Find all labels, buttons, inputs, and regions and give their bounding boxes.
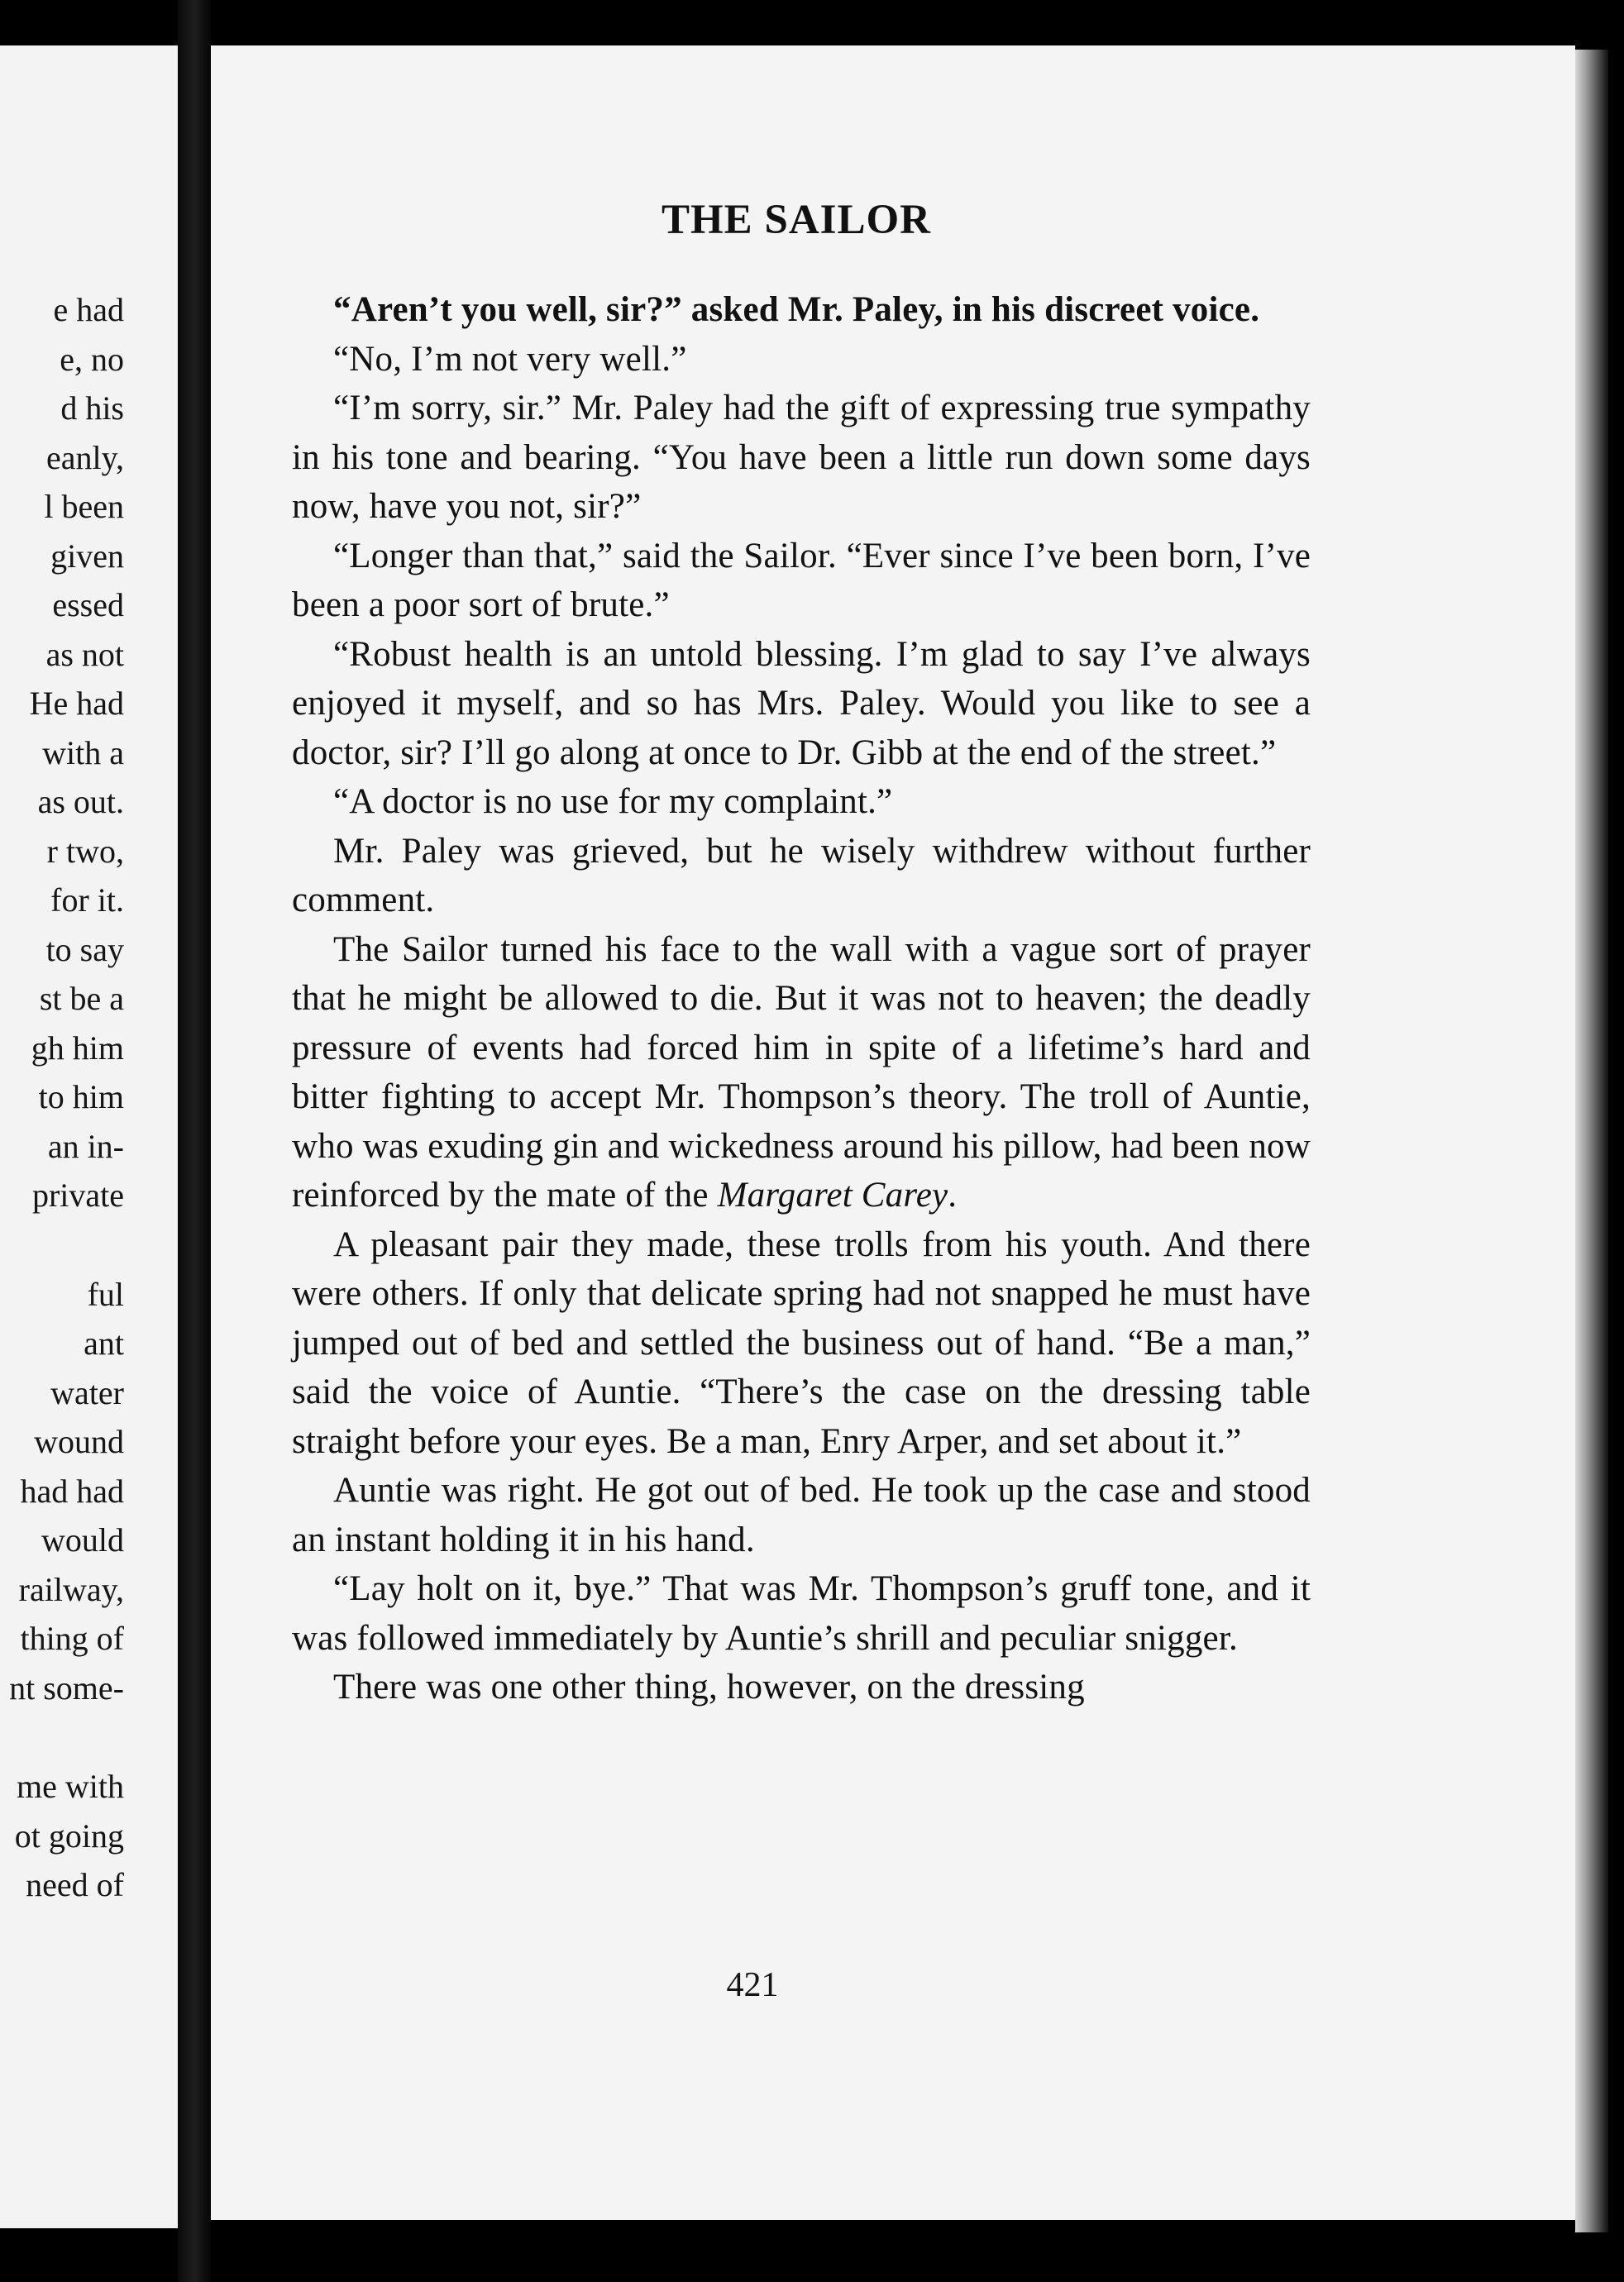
- paragraph-text: Auntie was right. He got out of bed. He took up the case and stood an instant holding it in his hand.: [292, 1471, 1311, 1559]
- paragraph: [292, 532, 1311, 630]
- left-page-line: me with: [17, 1768, 124, 1805]
- left-page-line: e, no: [60, 340, 124, 378]
- left-page-line: e had: [53, 291, 124, 328]
- body-text: [292, 285, 1311, 1712]
- left-page-line: thing of: [20, 1620, 124, 1657]
- paragraph-text: The Sailor turned his face to the wall with a vague sort of prayer that he might be allowed to die. But it was not to heaven; the deadly pressure of events had forced him in spite of a lifetime’s hard and bitter fighting to accept Mr. Thompson’s theory. The troll of Auntie, who was exuding gin and wickedness around his pillow, had been now reinforced by the mate of the: [292, 929, 1311, 1215]
- paragraph-tail: .: [948, 1176, 958, 1215]
- ship-name: Margaret Carey: [717, 1176, 948, 1215]
- paragraph: [292, 1466, 1311, 1564]
- left-page-line: to him: [38, 1078, 124, 1115]
- left-page-line: railway,: [18, 1570, 124, 1608]
- paragraph: [292, 630, 1311, 778]
- left-page-line: as not: [45, 635, 124, 673]
- paragraph-text: “Longer than that,” said the Sailor. “Ever since I’ve been born, I’ve been a poor sort of brute.”: [292, 536, 1311, 624]
- paragraph: [292, 384, 1311, 532]
- paragraph-text: A pleasant pair they made, these trolls from his youth. And there were others. If only that delicate spring had not snapped he must have jumped out of bed and settled the business out of hand. “Be a man,” said the voice of Auntie. “There’s the case on the dressing table straight before your eyes. Be a man, Enry Arper, and set about it.”: [292, 1225, 1311, 1461]
- left-page-line: would: [41, 1521, 124, 1559]
- running-head: THE SAILOR: [662, 197, 932, 243]
- left-page-line: d his: [60, 389, 124, 427]
- left-page-line: ant: [84, 1325, 124, 1362]
- paragraph-text: “Lay holt on it, bye.” That was Mr. Thompson’s gruff tone, and it was followed immediately by Auntie’s shrill and peculiar snigger.: [292, 1569, 1311, 1658]
- left-page-line: l been: [44, 488, 124, 525]
- left-page-line: need of: [26, 1866, 124, 1903]
- left-page-line: had had: [20, 1472, 124, 1510]
- left-page-line: He had: [29, 685, 124, 722]
- paragraph: [292, 1220, 1311, 1467]
- left-page-line: to say: [45, 930, 124, 968]
- paragraph-text: “No, I’m not very well.”: [333, 339, 687, 379]
- right-page: [211, 45, 1575, 2220]
- paragraph-text: “Aren’t you well, sir?” asked Mr. Paley, in his discreet voice.: [333, 290, 1260, 329]
- left-page-line: ful: [87, 1275, 124, 1313]
- paragraph-text: There was one other thing, however, on the dressing: [333, 1668, 1085, 1707]
- book-gutter: [178, 0, 211, 2282]
- left-page-line: as out.: [37, 783, 124, 820]
- left-page-line: private: [31, 1177, 124, 1214]
- left-page-line: an in-: [47, 1127, 124, 1165]
- left-page-line: for it.: [50, 881, 124, 919]
- left-page-text: [0, 285, 124, 1910]
- left-page-line: ot going: [14, 1817, 124, 1855]
- left-page-line: water: [50, 1373, 124, 1411]
- left-page-line: [0, 1220, 124, 1270]
- left-page-line: with a: [42, 733, 124, 771]
- paragraph: [292, 827, 1311, 925]
- left-page-line: [0, 1712, 124, 1762]
- paragraph: [292, 1564, 1311, 1663]
- paragraph-text: “I’m sorry, sir.” Mr. Paley had the gift of expressing true sympathy in his tone and bearing. “You have been a little run down some days now, have you not, sir?”: [292, 389, 1311, 526]
- left-page-line: wound: [34, 1423, 124, 1460]
- paragraph: [292, 285, 1311, 335]
- paragraph-text: “A doctor is no use for my complaint.”: [333, 782, 893, 821]
- page-number: 421: [726, 1966, 779, 2004]
- left-page-line: gh him: [31, 1029, 124, 1067]
- left-page-line: r two,: [46, 832, 124, 870]
- left-page-line: essed: [52, 586, 124, 623]
- paragraph: [292, 777, 1311, 827]
- left-page-line: eanly,: [45, 438, 124, 476]
- left-page-line: st be a: [39, 980, 124, 1017]
- paragraph-text: Mr. Paley was grieved, but he wisely withdrew without further comment.: [292, 831, 1311, 919]
- left-facing-page: [0, 45, 178, 2228]
- paragraph: [292, 335, 1311, 384]
- paragraph-text: “Robust health is an untold blessing. I’m glad to say I’ve always enjoyed it myself, and so has Mrs. Paley. Would you like to see a doctor, sir? I’ll go along at once to Dr. Gibb at the end of the street.”: [292, 634, 1311, 772]
- paragraph: [292, 925, 1311, 1220]
- page-edge-shadow: [1575, 50, 1608, 2232]
- paragraph: [292, 1663, 1311, 1712]
- left-page-line: given: [50, 537, 124, 575]
- left-page-line: nt some-: [9, 1669, 124, 1707]
